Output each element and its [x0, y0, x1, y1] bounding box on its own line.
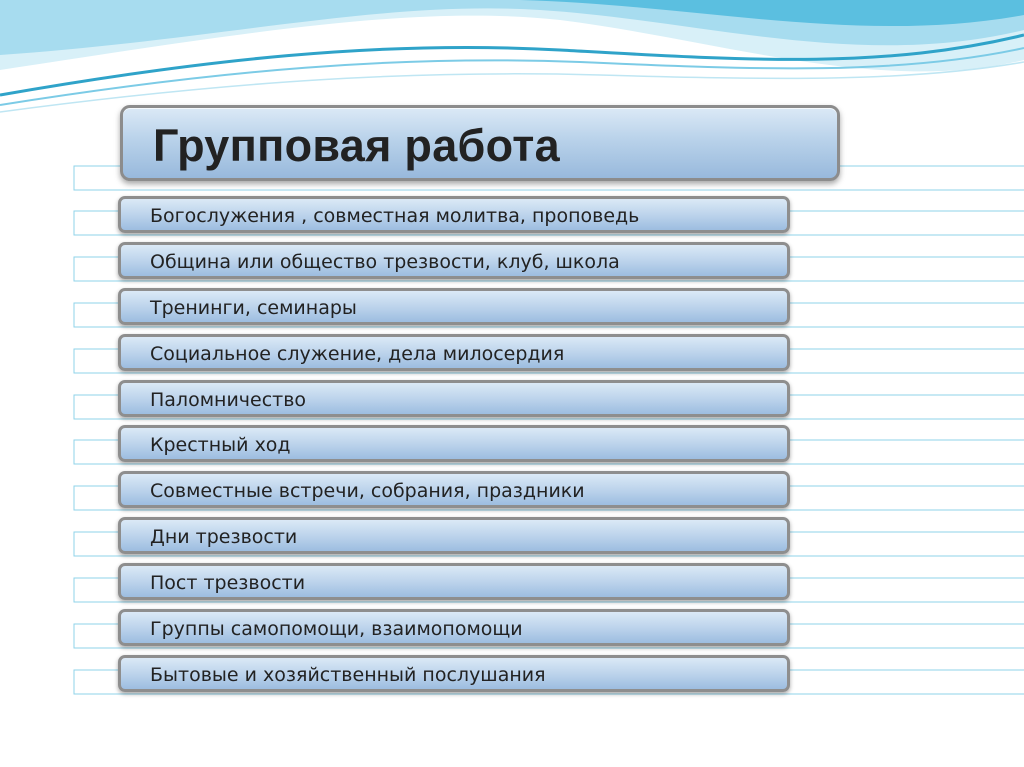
list-item-label: Бытовые и хозяйственный послушания [150, 664, 546, 686]
list-item [118, 655, 790, 692]
list-item-label: Совместные встречи, собрания, праздники [150, 480, 585, 502]
list-item-label: Социальное служение, дела милосердия [150, 343, 565, 365]
list-item [118, 334, 790, 371]
list-item-label: Группы самопомощи, взаимопомощи [150, 618, 523, 640]
slide-title: Групповая работа [153, 120, 560, 171]
list-item [118, 425, 790, 462]
list-item [118, 609, 790, 646]
list-item [118, 380, 790, 417]
list-item-label: Пост трезвости [150, 572, 306, 594]
list-item-label: Богослужения , совместная молитва, проповедь [150, 205, 640, 227]
list-item-label: Паломничество [150, 389, 307, 411]
list-item [118, 196, 790, 233]
list-item-label: Тренинги, семинары [150, 297, 357, 319]
list-item [118, 471, 790, 508]
list-item [118, 242, 790, 279]
list-item-label: Община или общество трезвости, клуб, школа [150, 251, 620, 273]
title-box [120, 105, 840, 181]
list-item [118, 517, 790, 554]
list-item-label: Крестный ход [150, 434, 291, 456]
list-item [118, 563, 790, 600]
list-item-label: Дни трезвости [150, 526, 298, 548]
list-item [118, 288, 790, 325]
